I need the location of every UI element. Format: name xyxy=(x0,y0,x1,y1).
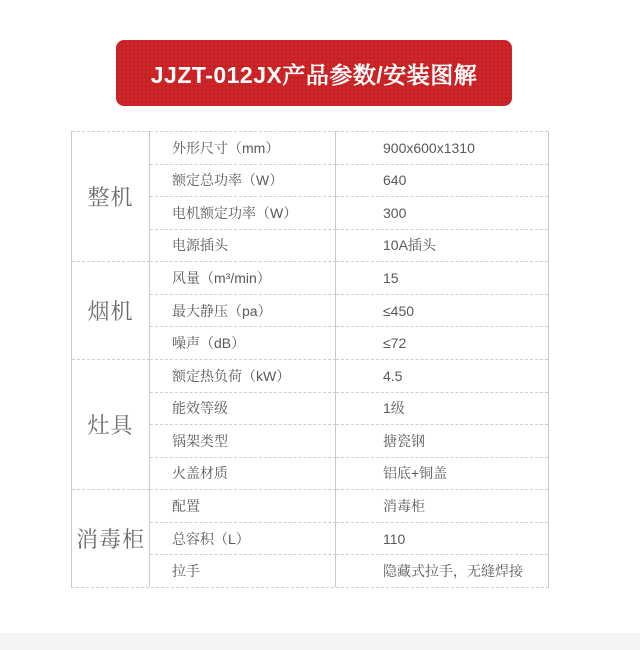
spec-value: ≤72 xyxy=(336,326,548,359)
spec-value: 110 xyxy=(336,522,548,555)
spec-table xyxy=(71,131,549,588)
spec-value: 900x600x1310 xyxy=(336,131,548,164)
bottom-strip xyxy=(0,633,640,650)
product-title-banner xyxy=(116,40,512,106)
spec-value: 300 xyxy=(336,196,548,229)
spec-value: 隐藏式拉手，无缝焊接 xyxy=(336,554,548,587)
spec-label: 外形尺寸（mm） xyxy=(150,131,336,164)
spec-label: 总容积（L） xyxy=(150,522,336,555)
spec-label: 能效等级 xyxy=(150,392,336,425)
spec-value: 1级 xyxy=(336,392,548,425)
product-title: JJZT-012JX产品参数/安装图解 xyxy=(150,61,478,88)
spec-value: ≤450 xyxy=(336,294,548,327)
category-cell: 烟机 xyxy=(72,261,150,359)
spec-label: 噪声（dB） xyxy=(150,326,336,359)
spec-label: 最大静压（pa） xyxy=(150,294,336,327)
spec-label: 拉手 xyxy=(150,554,336,587)
category-cell: 整机 xyxy=(72,131,150,261)
spec-value: 640 xyxy=(336,164,548,197)
category-cell: 灶具 xyxy=(72,359,150,489)
spec-value: 4.5 xyxy=(336,359,548,392)
spec-value: 15 xyxy=(336,261,548,294)
spec-value: 10A插头 xyxy=(336,229,548,262)
spec-label: 风量（m³/min） xyxy=(150,261,336,294)
spec-label: 配置 xyxy=(150,489,336,522)
spec-label: 电源插头 xyxy=(150,229,336,262)
spec-label: 额定热负荷（kW） xyxy=(150,359,336,392)
spec-value: 消毒柜 xyxy=(336,489,548,522)
spec-value: 铝底+铜盖 xyxy=(336,457,548,490)
spec-value: 搪瓷钢 xyxy=(336,424,548,457)
spec-label: 电机额定功率（W） xyxy=(150,196,336,229)
category-cell: 消毒柜 xyxy=(72,489,150,587)
spec-label: 额定总功率（W） xyxy=(150,164,336,197)
spec-label: 火盖材质 xyxy=(150,457,336,490)
spec-label: 锅架类型 xyxy=(150,424,336,457)
